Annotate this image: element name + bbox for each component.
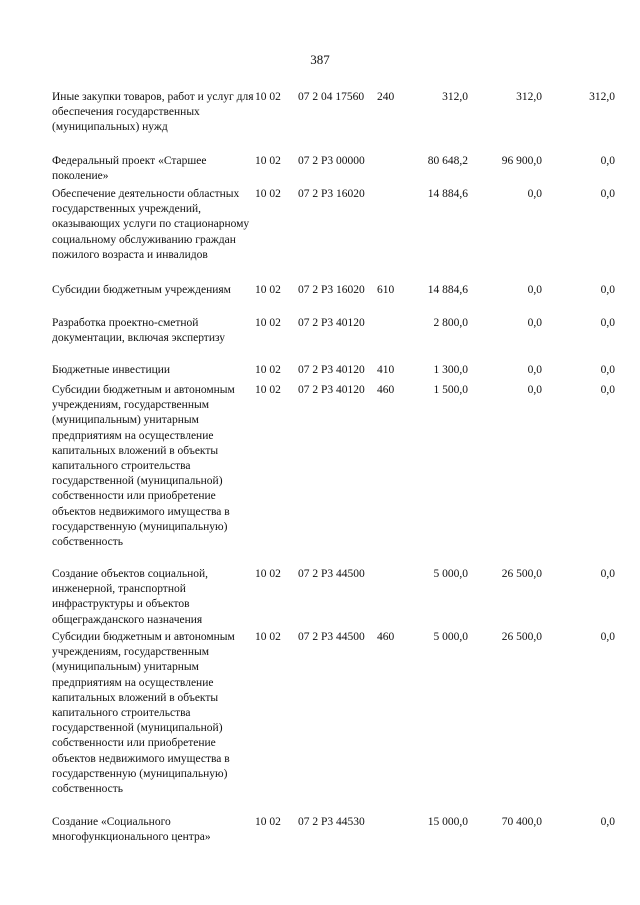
row-code: 07 2 Р3 40120 (298, 384, 365, 396)
row-value-1: 312,0 (442, 91, 468, 103)
row-name: Бюджетные инвестиции (52, 364, 171, 376)
row-value-3: 0,0 (600, 816, 615, 828)
row-name: Разработка проектно-сметной документации, включая экспертизу (52, 317, 226, 345)
row-value-1: 14 884,6 (427, 188, 468, 200)
row-name: Субсидии бюджетным и автономным учреждениям, государственным (муниципальным) унитарным предприятиям на осуществление капитальных вложений в объекты капитального строительства государственной (муниципальной) собственности или приобретение объектов недвижимого имущества в государственную (муниципальную) собственность (52, 384, 235, 549)
row-value-3: 0,0 (600, 317, 615, 329)
row-value-2: 0,0 (527, 188, 542, 200)
row-value-3: 0,0 (600, 188, 615, 200)
row-value-3: 0,0 (600, 284, 615, 296)
row-name: Создание объектов социальной, инженерной, транспортной инфраструктуры и объектов общегражданского назначения (52, 568, 209, 626)
row-name: Создание «Социального многофункционального центра» (52, 816, 211, 844)
row-value-1: 2 800,0 (433, 317, 468, 329)
row-section: 10 02 (255, 155, 281, 167)
row-value-3: 312,0 (589, 91, 615, 103)
row-value-1: 80 648,2 (427, 155, 468, 167)
row-expense-type: 240 (377, 91, 395, 103)
row-value-3: 0,0 (600, 631, 615, 643)
row-value-2: 0,0 (527, 317, 542, 329)
row-value-3: 0,0 (600, 384, 615, 396)
row-code: 07 2 Р3 16020 (298, 284, 365, 296)
row-name: Федеральный проект «Старшее поколение» (52, 155, 207, 183)
row-value-3: 0,0 (600, 568, 615, 580)
row-value-2: 0,0 (527, 284, 542, 296)
row-section: 10 02 (255, 631, 281, 643)
row-section: 10 02 (255, 384, 281, 396)
row-name: Субсидии бюджетным учреждениям (52, 284, 231, 296)
row-expense-type: 460 (377, 631, 395, 643)
row-code: 07 2 Р3 44530 (298, 816, 365, 828)
row-value-2: 26 500,0 (501, 631, 542, 643)
row-section: 10 02 (255, 364, 281, 376)
row-code: 07 2 04 17560 (298, 91, 365, 103)
row-code: 07 2 Р3 44500 (298, 568, 365, 580)
row-section: 10 02 (255, 91, 281, 103)
row-value-2: 312,0 (516, 91, 542, 103)
row-section: 10 02 (255, 284, 281, 296)
row-code: 07 2 Р3 40120 (298, 317, 365, 329)
row-section: 10 02 (255, 188, 281, 200)
row-value-1: 5 000,0 (433, 631, 468, 643)
row-value-3: 0,0 (600, 364, 615, 376)
row-expense-type: 610 (377, 284, 395, 296)
row-code: 07 2 Р3 00000 (298, 155, 365, 167)
page-number: 387 (310, 52, 330, 67)
row-value-2: 0,0 (527, 364, 542, 376)
row-expense-type: 460 (377, 384, 395, 396)
row-value-3: 0,0 (600, 155, 615, 167)
row-code: 07 2 Р3 44500 (298, 631, 365, 643)
row-value-1: 1 300,0 (433, 364, 468, 376)
row-value-1: 5 000,0 (433, 568, 468, 580)
row-name: Иные закупки товаров, работ и услуг для обеспечения государственных (муниципальных) нужд (52, 91, 254, 134)
row-value-2: 96 900,0 (501, 155, 542, 167)
row-value-1: 15 000,0 (427, 816, 468, 828)
row-name: Обеспечение деятельности областных государственных учреждений, оказывающих услуги по стационарному социальному обслуживанию граждан пожилого возраста и инвалидов (52, 188, 250, 261)
row-value-1: 1 500,0 (433, 384, 468, 396)
row-expense-type: 410 (377, 364, 395, 376)
row-code: 07 2 Р3 16020 (298, 188, 365, 200)
row-section: 10 02 (255, 568, 281, 580)
row-value-2: 26 500,0 (501, 568, 542, 580)
row-name: Субсидии бюджетным и автономным учреждениям, государственным (муниципальным) унитарным предприятиям на осуществление капитальных вложений в объекты капитального строительства государственной (муниципальной) собственности или приобретение объектов недвижимого имущества в государственную (муниципальную) собственность (52, 631, 235, 796)
row-value-2: 0,0 (527, 384, 542, 396)
row-value-2: 70 400,0 (501, 816, 542, 828)
row-section: 10 02 (255, 317, 281, 329)
row-section: 10 02 (255, 816, 281, 828)
row-value-1: 14 884,6 (427, 284, 468, 296)
row-code: 07 2 Р3 40120 (298, 364, 365, 376)
